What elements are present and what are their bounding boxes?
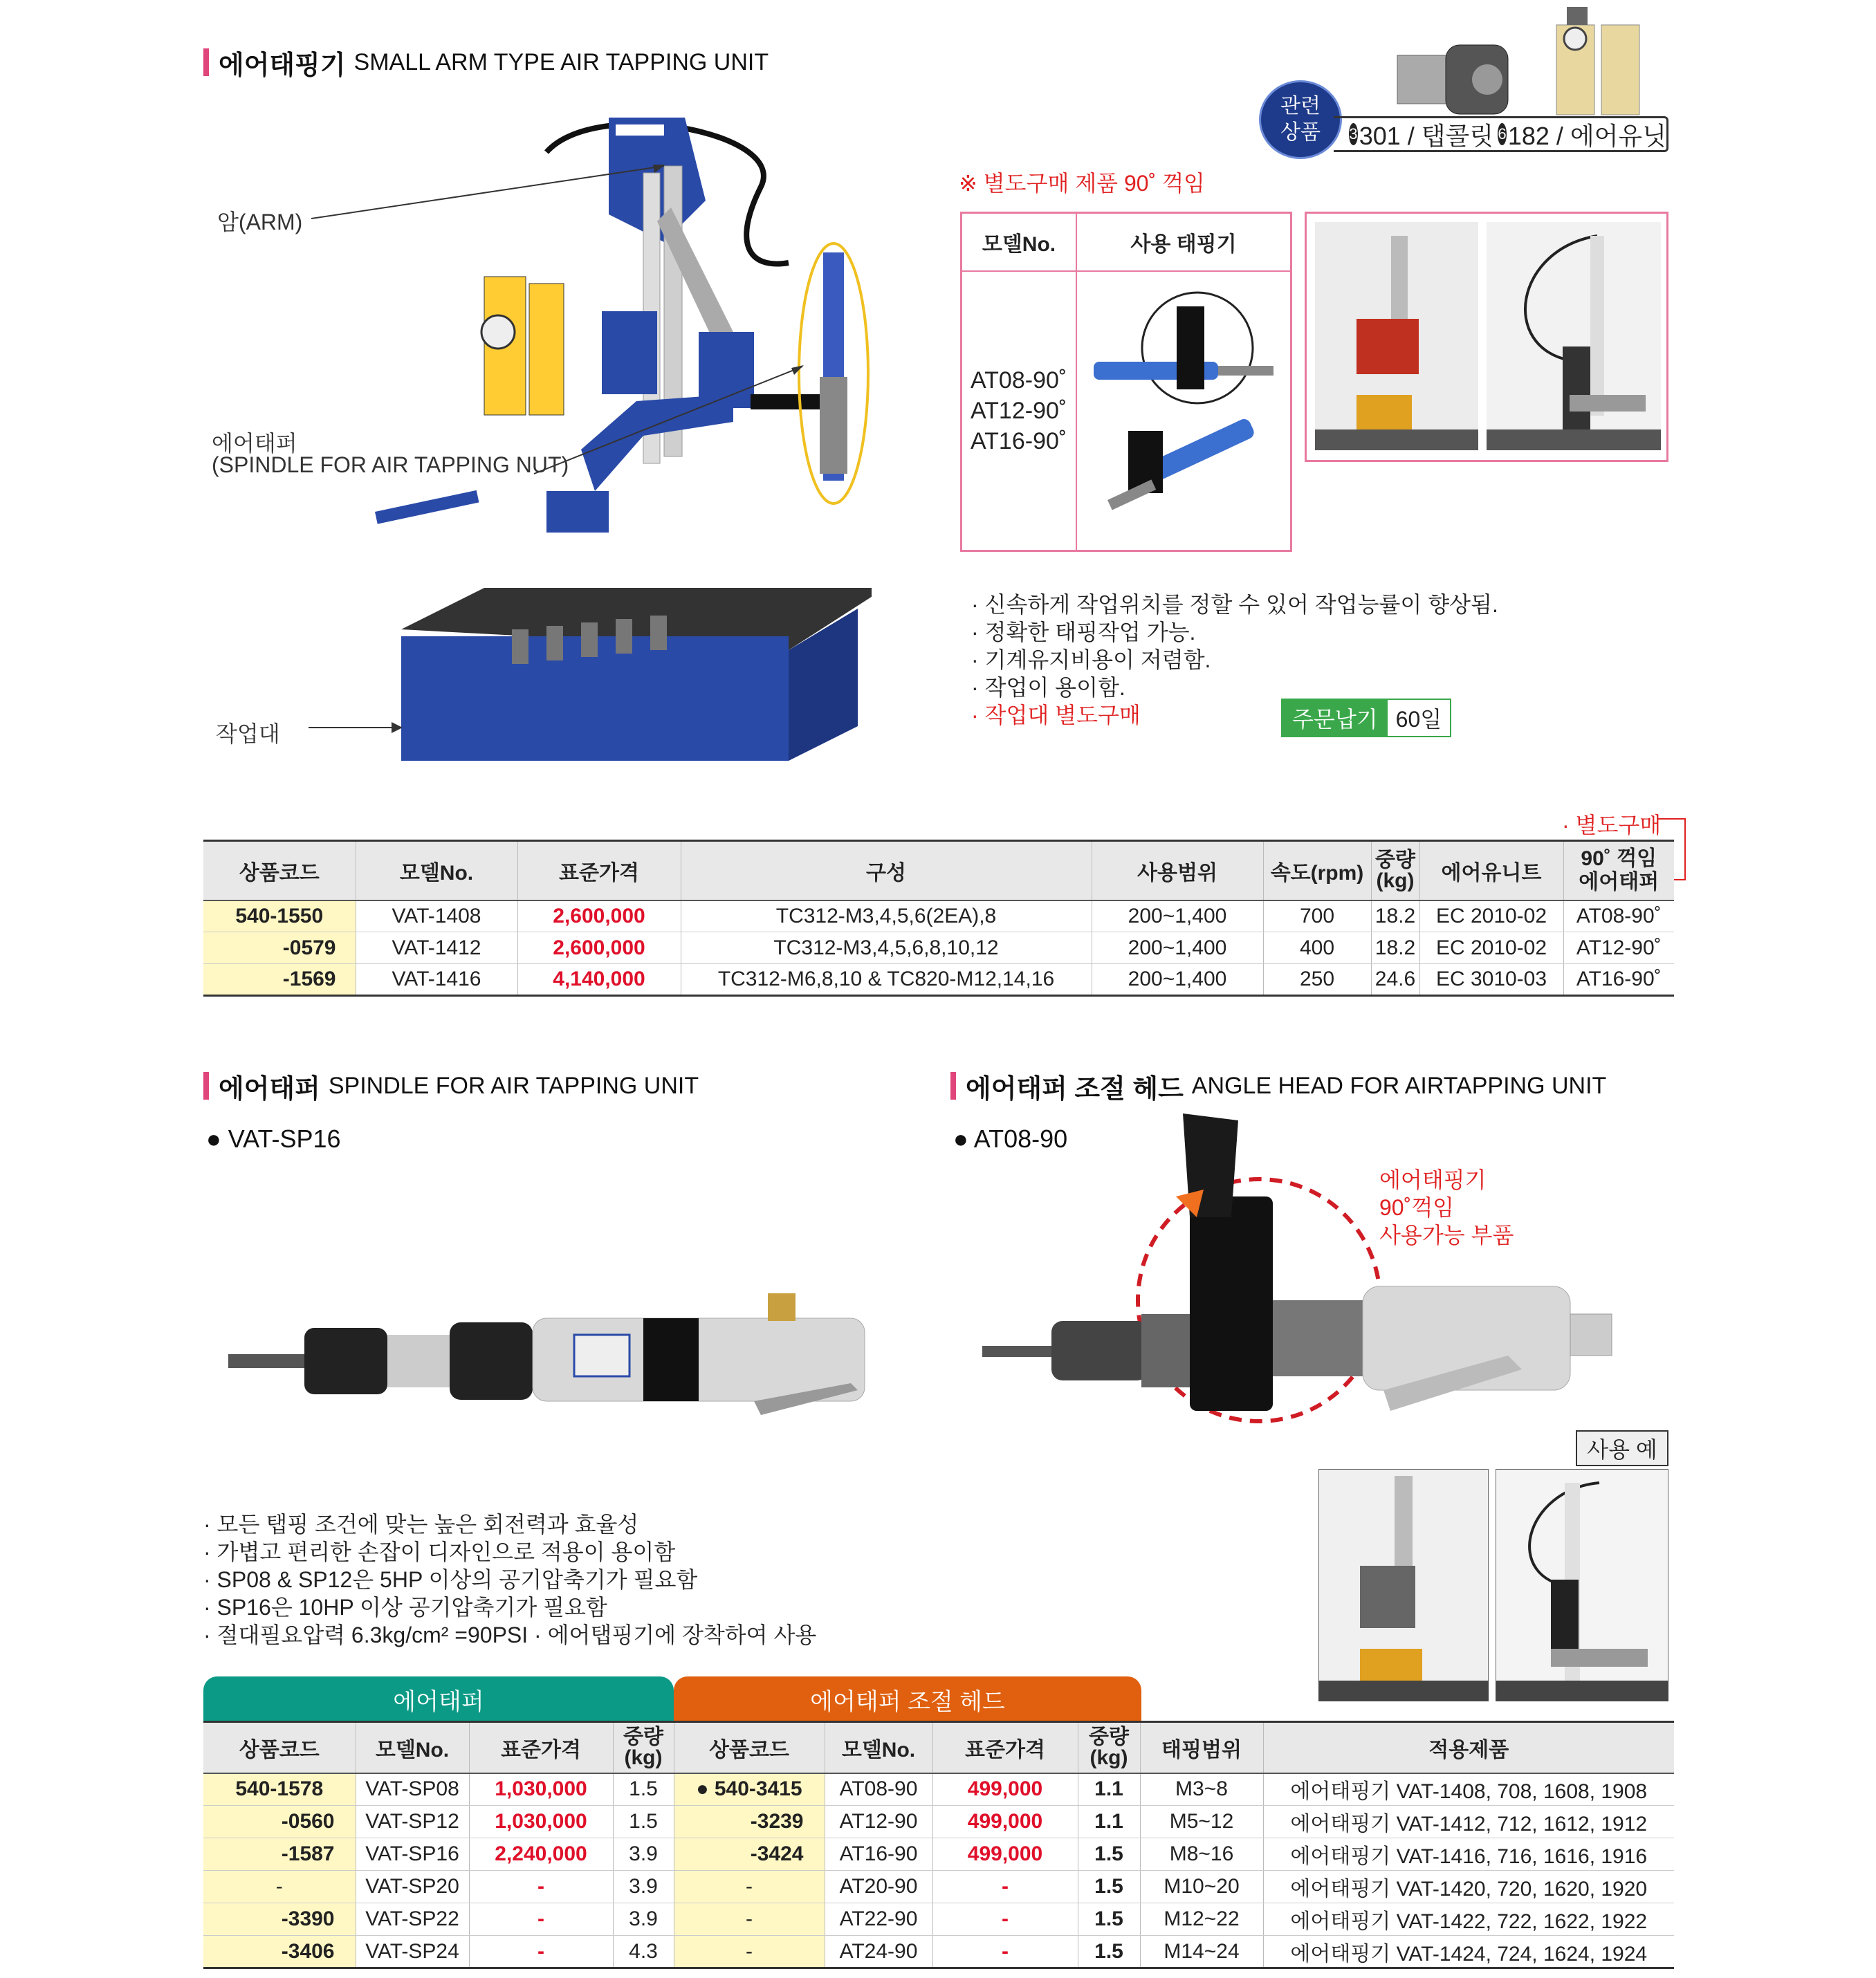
col-header-price-2: 표준가격 [932, 1722, 1078, 1773]
cell-weight: 18.2 [1371, 900, 1419, 932]
feature-item: · 작업이 용이함. [971, 675, 1125, 700]
cell-weight: 3.9 [613, 1903, 674, 1936]
cell-weight-2: 1.1 [1078, 1773, 1140, 1806]
cell-applicable: 에어태핑기 VAT-1412, 712, 1612, 1912 [1263, 1806, 1674, 1838]
col-header-weight [1371, 841, 1419, 900]
related-item-collet: 301 / 탭콜릿 [1359, 121, 1494, 150]
feature-item: · 정확한 태핑작업 가능. [971, 620, 1196, 645]
col-header-model-2: 모델No. [825, 1722, 932, 1773]
col-header-applicable: 적용제품 [1263, 1722, 1674, 1773]
col-header-code-2: 상품코드 [674, 1722, 825, 1773]
cell-air-unit: EC 2010-02 [1419, 932, 1563, 964]
table-row [203, 1936, 1674, 1968]
cell-model: VAT-SP20 [356, 1871, 469, 1903]
section-title-spindle [203, 1071, 699, 1104]
table-row [203, 1871, 1674, 1903]
col-header-weight-2: (kg) [624, 1746, 663, 1769]
cell-model-2: AT16-90 [825, 1838, 932, 1871]
cell-range: 200~1,400 [1092, 932, 1263, 964]
col-header-code: 상품코드 [203, 841, 356, 900]
label-arm: 암(ARM) [217, 210, 303, 234]
col-header-angle-1: 90˚ 꺽임 [1581, 847, 1657, 870]
table-row [203, 1903, 1674, 1936]
number-circle-icon: 3 [1349, 123, 1358, 145]
section-title-en: SMALL ARM TYPE AIR TAPPING UNIT [353, 48, 769, 75]
feature-item: · 모든 탭핑 조건에 맞는 높은 회전력과 효율성 [203, 1512, 639, 1537]
title-accent-bar [203, 48, 209, 76]
cell-weight: 24.6 [1371, 964, 1419, 996]
table-row [203, 1838, 1674, 1871]
tab-air-tapper: 에어태퍼 [203, 1676, 674, 1722]
col-header-air-unit: 에어유니트 [1419, 841, 1563, 900]
separate-buy-label: · 별도구매 [1562, 813, 1662, 838]
cell-code-2: - [674, 1936, 825, 1968]
angle-tapper-images [1087, 279, 1280, 542]
angle-table-header-model: 모델No. [962, 214, 1077, 272]
section-title-angle-head [950, 1071, 1607, 1104]
cell-model-2: AT20-90 [825, 1871, 932, 1903]
cell-code: -0579 [203, 932, 356, 964]
col-header-speed: 속도(rpm) [1263, 841, 1371, 900]
col-header-model: 모델No. [356, 841, 517, 900]
usage-photos-box [1305, 212, 1668, 462]
cell-speed: 400 [1263, 932, 1371, 964]
col-header-price: 표준가격 [469, 1722, 613, 1773]
title-accent-bar [203, 1072, 209, 1100]
cell-composition: TC312-M3,4,5,6,8,10,12 [681, 932, 1092, 964]
col-header-weight-1: 중량 [623, 1725, 663, 1748]
cell-tapping-range: M3~8 [1140, 1773, 1263, 1806]
cell-model: VAT-1416 [356, 964, 517, 996]
section-title-ko: 에어태핑기 [219, 50, 346, 80]
table-row [203, 900, 1674, 932]
cell-weight: 3.9 [613, 1838, 674, 1871]
angle-model: AT12-90˚ [971, 398, 1067, 424]
cell-code-2: -3424 [674, 1838, 825, 1871]
col-header-angle-tapper [1563, 841, 1674, 900]
cell-model: VAT-SP24 [356, 1936, 469, 1968]
cell-price: 1,030,000 [469, 1806, 613, 1838]
feature-item: · 기계유지비용이 저렴함. [971, 647, 1211, 672]
spindle-model: VAT-SP16 [228, 1125, 341, 1153]
cell-code: -1569 [203, 964, 356, 996]
cell-price: 2,600,000 [517, 932, 681, 964]
col-header-weight-2: (kg) [1376, 869, 1415, 892]
cell-model-2: AT12-90 [825, 1806, 932, 1838]
cell-price: 2,600,000 [517, 900, 681, 932]
spindle-model-label [206, 1125, 341, 1154]
col-header-code: 상품코드 [203, 1722, 356, 1773]
related-products-box [1259, 80, 1668, 159]
cell-code-2: - [674, 1871, 825, 1903]
bullet-dot-icon: ● [953, 1125, 968, 1153]
feature-item: · 절대필요압력 6.3kg/cm² =90PSI · 에어탭핑기에 장착하여 사용 [203, 1623, 817, 1647]
cell-weight-2: 1.5 [1078, 1838, 1140, 1871]
cell-range: 200~1,400 [1092, 964, 1263, 996]
section-title-ko: 에어태퍼 조절 헤드 [966, 1074, 1184, 1104]
cell-composition: TC312-M6,8,10 & TC820-M12,14,16 [681, 964, 1092, 996]
cell-model: VAT-1412 [356, 932, 517, 964]
cell-code: -0560 [203, 1806, 356, 1838]
related-products-text[interactable] [1334, 116, 1668, 152]
cell-weight-2: 1.5 [1078, 1903, 1140, 1936]
cell-price: 4,140,000 [517, 964, 681, 996]
angle-head-note-line: 사용가능 부품 [1379, 1223, 1514, 1248]
cell-price-2: - [932, 1903, 1078, 1936]
cell-model: VAT-SP22 [356, 1903, 469, 1936]
usage-photo-2 [1487, 222, 1661, 450]
angle-head-note-line: 90˚꺽임 [1379, 1195, 1455, 1220]
cell-air-unit: EC 3010-03 [1419, 964, 1563, 996]
cell-code-2: ● 540-3415 [674, 1773, 825, 1806]
cell-price-2: 499,000 [932, 1838, 1078, 1871]
bullet-dot-icon: ● [206, 1125, 221, 1153]
col-header-weight-1: 중량 [1375, 848, 1415, 871]
cell-applicable: 에어태핑기 VAT-1416, 716, 1616, 1916 [1263, 1838, 1674, 1871]
lead-time-value: 60일 [1395, 707, 1442, 732]
table-row [203, 964, 1674, 996]
cell-speed: 700 [1263, 900, 1371, 932]
cell-applicable: 에어태핑기 VAT-1422, 722, 1622, 1922 [1263, 1903, 1674, 1936]
feature-item-red: · 작업대 별도구매 [971, 703, 1141, 728]
cell-applicable: 에어태핑기 VAT-1424, 724, 1624, 1924 [1263, 1936, 1674, 1968]
feature-item: · SP08 & SP12은 5HP 이상의 공기압축기가 필요함 [203, 1567, 698, 1592]
col-header-angle-2: 에어태퍼 [1579, 870, 1659, 894]
angle-head-model-box [960, 212, 1292, 552]
cell-model: VAT-SP16 [356, 1838, 469, 1871]
related-badge-line1: 관련 [1280, 95, 1321, 118]
arrow-spindle [533, 360, 809, 477]
cell-code-2: -3239 [674, 1806, 825, 1838]
usage-example-photo-1 [1318, 1469, 1489, 1701]
col-header-model: 모델No. [356, 1722, 469, 1773]
feature-item: · SP16은 10HP 이상 공기압축기가 필요함 [203, 1595, 607, 1620]
arrow-arm [311, 159, 671, 228]
cell-price-2: - [932, 1936, 1078, 1968]
cell-model: VAT-1408 [356, 900, 517, 932]
section-title-ko: 에어태퍼 [219, 1074, 320, 1104]
cell-angle-tapper: AT08-90˚ [1563, 900, 1674, 932]
cell-applicable: 에어태핑기 VAT-1408, 708, 1608, 1908 [1263, 1773, 1674, 1806]
label-work-table: 작업대 [216, 721, 280, 746]
table-row [203, 1806, 1674, 1838]
cell-code: - [203, 1871, 356, 1903]
angle-table-header-tapper: 사용 태핑기 [1077, 214, 1290, 272]
section-title-air-tapping [203, 47, 769, 80]
cell-price-2: 499,000 [932, 1773, 1078, 1806]
cell-code: -3390 [203, 1903, 356, 1936]
usage-example-photo-2 [1496, 1469, 1668, 1701]
cell-tapping-range: M10~20 [1140, 1871, 1263, 1903]
cell-weight-2: 1.5 [1078, 1936, 1140, 1968]
section-title-en: ANGLE HEAD FOR AIRTAPPING UNIT [1191, 1072, 1607, 1099]
cell-price: 2,240,000 [469, 1838, 613, 1871]
cell-angle-tapper: AT16-90˚ [1563, 964, 1674, 996]
cell-price: 1,030,000 [469, 1773, 613, 1806]
cell-angle-tapper: AT12-90˚ [1563, 932, 1674, 964]
col-header-composition: 구성 [681, 841, 1092, 900]
cell-price-2: - [932, 1871, 1078, 1903]
cell-price: - [469, 1871, 613, 1903]
arrow-table [309, 719, 405, 736]
cell-air-unit: EC 2010-02 [1419, 900, 1563, 932]
cell-composition: TC312-M3,4,5,6(2EA),8 [681, 900, 1092, 932]
cell-weight: 3.9 [613, 1871, 674, 1903]
angle-head-model: AT08-90 [973, 1125, 1068, 1153]
cell-weight: 1.5 [613, 1806, 674, 1838]
usage-example-tag: 사용 예 [1576, 1430, 1668, 1466]
angle-head-image [982, 1113, 1633, 1459]
separate-purchase-note: ※ 별도구매 제품 90˚ 꺽임 [959, 171, 1205, 196]
cell-price-2: 499,000 [932, 1806, 1078, 1838]
features-list-2 [203, 1510, 816, 1649]
cell-code: 540-1578 [203, 1773, 356, 1806]
cell-weight-2: 1.1 [1078, 1806, 1140, 1838]
title-accent-bar [950, 1072, 956, 1100]
label-spindle-en: (SPINDLE FOR AIR TAPPING NUT) [212, 452, 569, 477]
usage-example-photos [1318, 1469, 1668, 1704]
cell-code: 540-1550 [203, 900, 356, 932]
angle-table-models [962, 272, 1077, 550]
product-table-air-tapping [203, 840, 1674, 997]
related-badge-line2: 상품 [1280, 121, 1321, 144]
feature-item: · 신속하게 작업위치를 정할 수 있어 작업능률이 향상됨. [971, 592, 1498, 617]
related-item-air-unit: 182 / 에어유닛 [1507, 121, 1666, 150]
table-row [203, 932, 1674, 964]
cell-weight-2: 1.5 [1078, 1871, 1140, 1903]
col-header-weight-2: (kg) [1089, 1746, 1128, 1769]
cell-price: - [469, 1936, 613, 1968]
cell-code: -1587 [203, 1838, 356, 1871]
col-header-tapping-range: 태핑범위 [1140, 1722, 1263, 1773]
feature-item: · 가볍고 편리한 손잡이 디자인으로 적용이 용이함 [203, 1540, 676, 1564]
cell-model-2: AT24-90 [825, 1936, 932, 1968]
cell-tapping-range: M8~16 [1140, 1838, 1263, 1871]
col-header-price: 표준가격 [517, 841, 681, 900]
cell-model: VAT-SP08 [356, 1773, 469, 1806]
cell-speed: 250 [1263, 964, 1371, 996]
label-spindle-ko: 에어태퍼 [212, 431, 297, 456]
col-header-weight-1: 중량 [1089, 1725, 1129, 1748]
cell-tapping-range: M5~12 [1140, 1806, 1263, 1838]
usage-photo-1 [1315, 222, 1478, 450]
table-row [203, 1773, 1674, 1806]
cell-applicable: 에어태핑기 VAT-1420, 720, 1620, 1920 [1263, 1871, 1674, 1903]
cell-code-2: - [674, 1903, 825, 1936]
cell-model-2: AT08-90 [825, 1773, 932, 1806]
number-circle-icon: 6 [1498, 123, 1507, 145]
section-title-en: SPINDLE FOR AIR TAPPING UNIT [328, 1072, 699, 1099]
cell-tapping-range: M14~24 [1140, 1936, 1263, 1968]
col-header-range: 사용범위 [1092, 841, 1263, 900]
cell-range: 200~1,400 [1092, 900, 1263, 932]
col-header-weight [613, 1722, 674, 1773]
product-table-spindle-angle [203, 1721, 1674, 1969]
spindle-image [228, 1279, 906, 1439]
lead-time-label: 주문납기 [1282, 700, 1388, 736]
related-badge [1259, 80, 1342, 159]
tab-angle-head: 에어태퍼 조절 헤드 [674, 1676, 1141, 1722]
angle-model: AT16-90˚ [971, 428, 1067, 454]
cell-model-2: AT22-90 [825, 1903, 932, 1936]
cell-tapping-range: M12~22 [1140, 1903, 1263, 1936]
cell-code: -3406 [203, 1936, 356, 1968]
cell-weight: 4.3 [613, 1936, 674, 1968]
cell-weight: 1.5 [613, 1773, 674, 1806]
cell-model: VAT-SP12 [356, 1806, 469, 1838]
lead-time-badge [1281, 699, 1451, 737]
col-header-weight-2col [1078, 1722, 1140, 1773]
cell-price: - [469, 1903, 613, 1936]
angle-head-note-line: 에어태핑기 [1379, 1167, 1487, 1192]
angle-model: AT08-90˚ [971, 367, 1067, 394]
cell-weight: 18.2 [1371, 932, 1419, 964]
